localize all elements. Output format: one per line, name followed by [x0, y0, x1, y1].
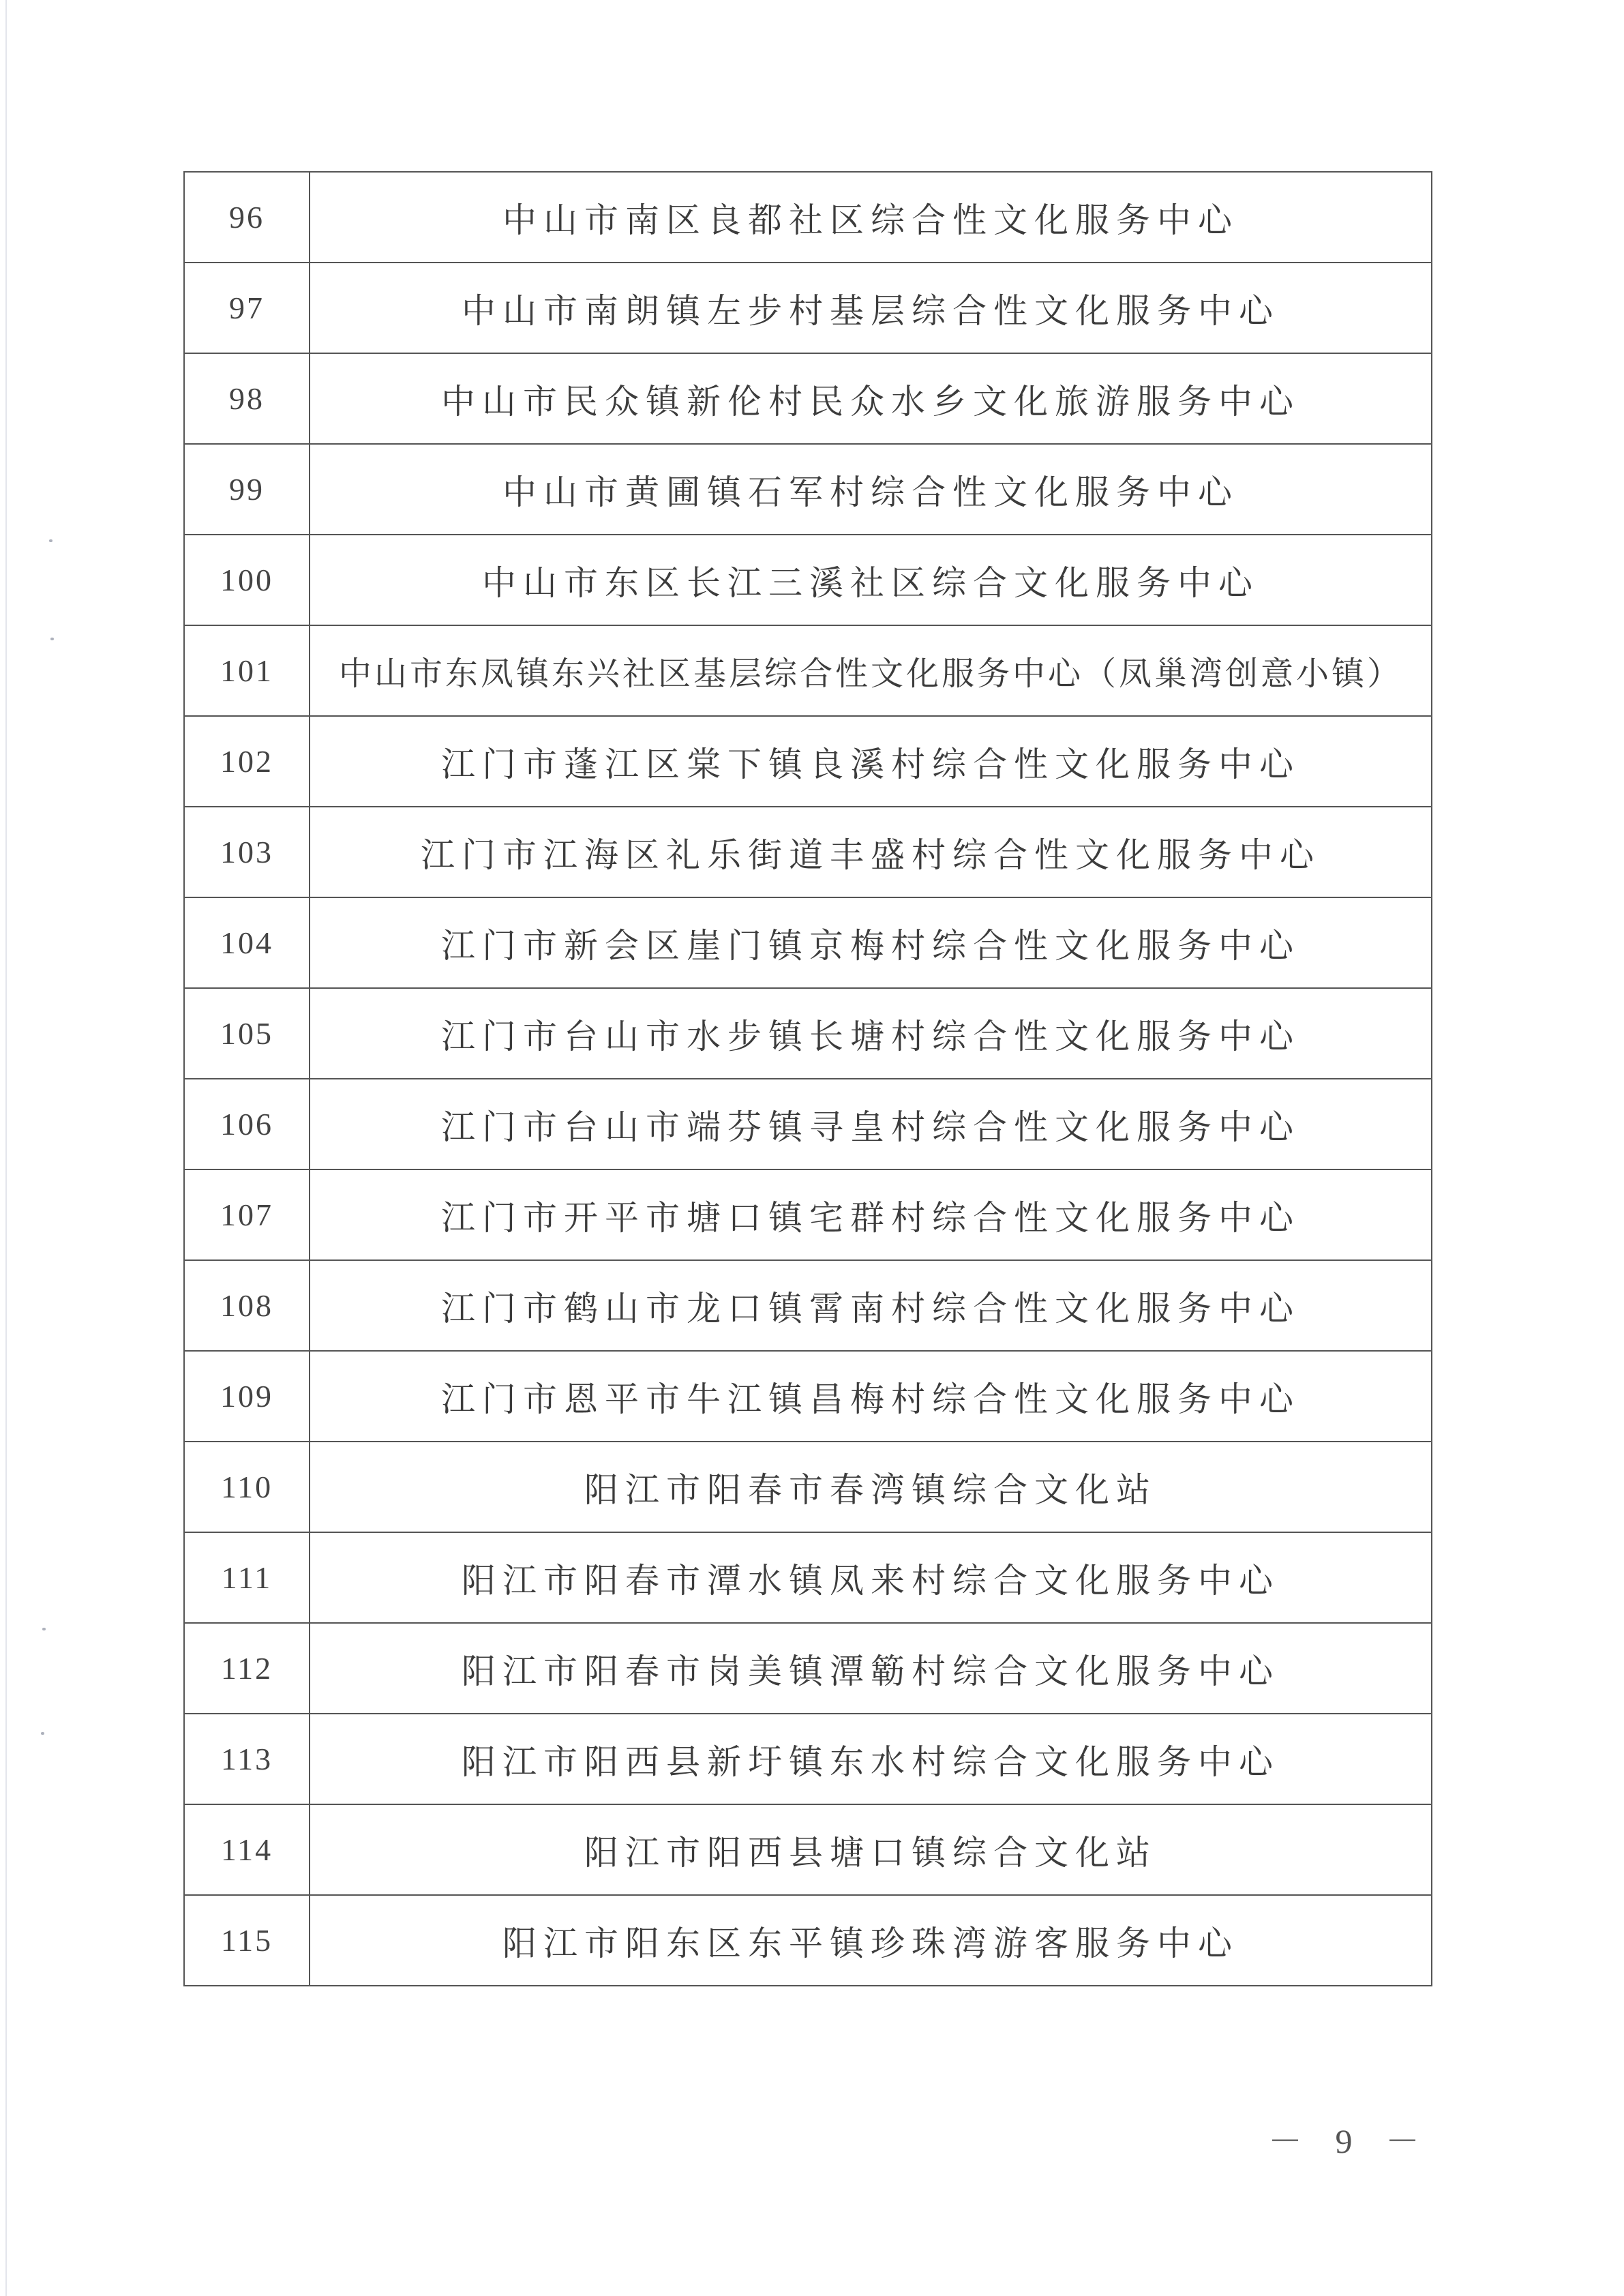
row-number: 115 [184, 1895, 310, 1986]
center-name: 阳江市阳东区东平镇珍珠湾游客服务中心 [310, 1895, 1432, 1986]
row-number: 107 [184, 1169, 310, 1260]
row-number: 100 [184, 535, 310, 625]
table-row [184, 1895, 1432, 1986]
row-number: 97 [184, 263, 310, 353]
table-row [184, 1623, 1432, 1714]
row-number: 109 [184, 1351, 310, 1442]
center-name: 中山市南朗镇左步村基层综合性文化服务中心 [310, 263, 1432, 353]
center-name: 中山市黄圃镇石军村综合性文化服务中心 [310, 444, 1432, 535]
row-number: 103 [184, 807, 310, 897]
table-row [184, 1804, 1432, 1895]
table-row [184, 1079, 1432, 1169]
row-number: 106 [184, 1079, 310, 1169]
row-number: 98 [184, 353, 310, 444]
row-number: 110 [184, 1442, 310, 1532]
center-name: 阳江市阳西县新圩镇东水村综合文化服务中心 [310, 1714, 1432, 1804]
center-name: 阳江市阳春市潭水镇凤来村综合文化服务中心 [310, 1532, 1432, 1623]
scan-speck [49, 539, 52, 542]
center-name: 中山市民众镇新伦村民众水乡文化旅游服务中心 [310, 353, 1432, 444]
center-name: 江门市鹤山市龙口镇霄南村综合性文化服务中心 [310, 1260, 1432, 1351]
scan-speck [41, 1732, 44, 1735]
table-row [184, 1442, 1432, 1532]
row-number: 114 [184, 1804, 310, 1895]
scan-speck [42, 1628, 46, 1630]
center-name: 江门市江海区礼乐街道丰盛村综合性文化服务中心 [310, 807, 1432, 897]
table-row [184, 1351, 1432, 1442]
row-number: 101 [184, 625, 310, 716]
row-number: 102 [184, 716, 310, 807]
center-name: 中山市东区长江三溪社区综合文化服务中心 [310, 535, 1432, 625]
row-number: 108 [184, 1260, 310, 1351]
row-number: 96 [184, 172, 310, 263]
row-number: 105 [184, 988, 310, 1079]
table-row [184, 1714, 1432, 1804]
center-name: 江门市恩平市牛江镇昌梅村综合性文化服务中心 [310, 1351, 1432, 1442]
table-row [184, 263, 1432, 353]
scan-speck [50, 638, 54, 640]
table-row [184, 353, 1432, 444]
table-row [184, 897, 1432, 988]
center-name: 江门市新会区崖门镇京梅村综合性文化服务中心 [310, 897, 1432, 988]
center-name: 阳江市阳春市岗美镇潭簕村综合文化服务中心 [310, 1623, 1432, 1714]
table-row [184, 1532, 1432, 1623]
center-name: 中山市南区良都社区综合性文化服务中心 [310, 172, 1432, 263]
row-number: 99 [184, 444, 310, 535]
scan-page-edge [5, 0, 7, 2296]
table-row [184, 1260, 1432, 1351]
center-name: 阳江市阳春市春湾镇综合文化站 [310, 1442, 1432, 1532]
page-number: － 9 － [1268, 2122, 1432, 2160]
row-number: 104 [184, 897, 310, 988]
table-row [184, 1169, 1432, 1260]
table-row [184, 807, 1432, 897]
center-name: 中山市东凤镇东兴社区基层综合性文化服务中心（凤巢湾创意小镇） [310, 625, 1432, 716]
table-row [184, 625, 1432, 716]
cultural-service-center-table [183, 171, 1432, 1986]
table-row [184, 444, 1432, 535]
table-row [184, 988, 1432, 1079]
table-row [184, 172, 1432, 263]
center-name: 江门市台山市端芬镇寻皇村综合性文化服务中心 [310, 1079, 1432, 1169]
center-name: 江门市台山市水步镇长塘村综合性文化服务中心 [310, 988, 1432, 1079]
center-name: 江门市开平市塘口镇宅群村综合性文化服务中心 [310, 1169, 1432, 1260]
row-number: 112 [184, 1623, 310, 1714]
center-name: 江门市蓬江区棠下镇良溪村综合性文化服务中心 [310, 716, 1432, 807]
row-number: 111 [184, 1532, 310, 1623]
center-name: 阳江市阳西县塘口镇综合文化站 [310, 1804, 1432, 1895]
table-row [184, 716, 1432, 807]
row-number: 113 [184, 1714, 310, 1804]
table-row [184, 535, 1432, 625]
